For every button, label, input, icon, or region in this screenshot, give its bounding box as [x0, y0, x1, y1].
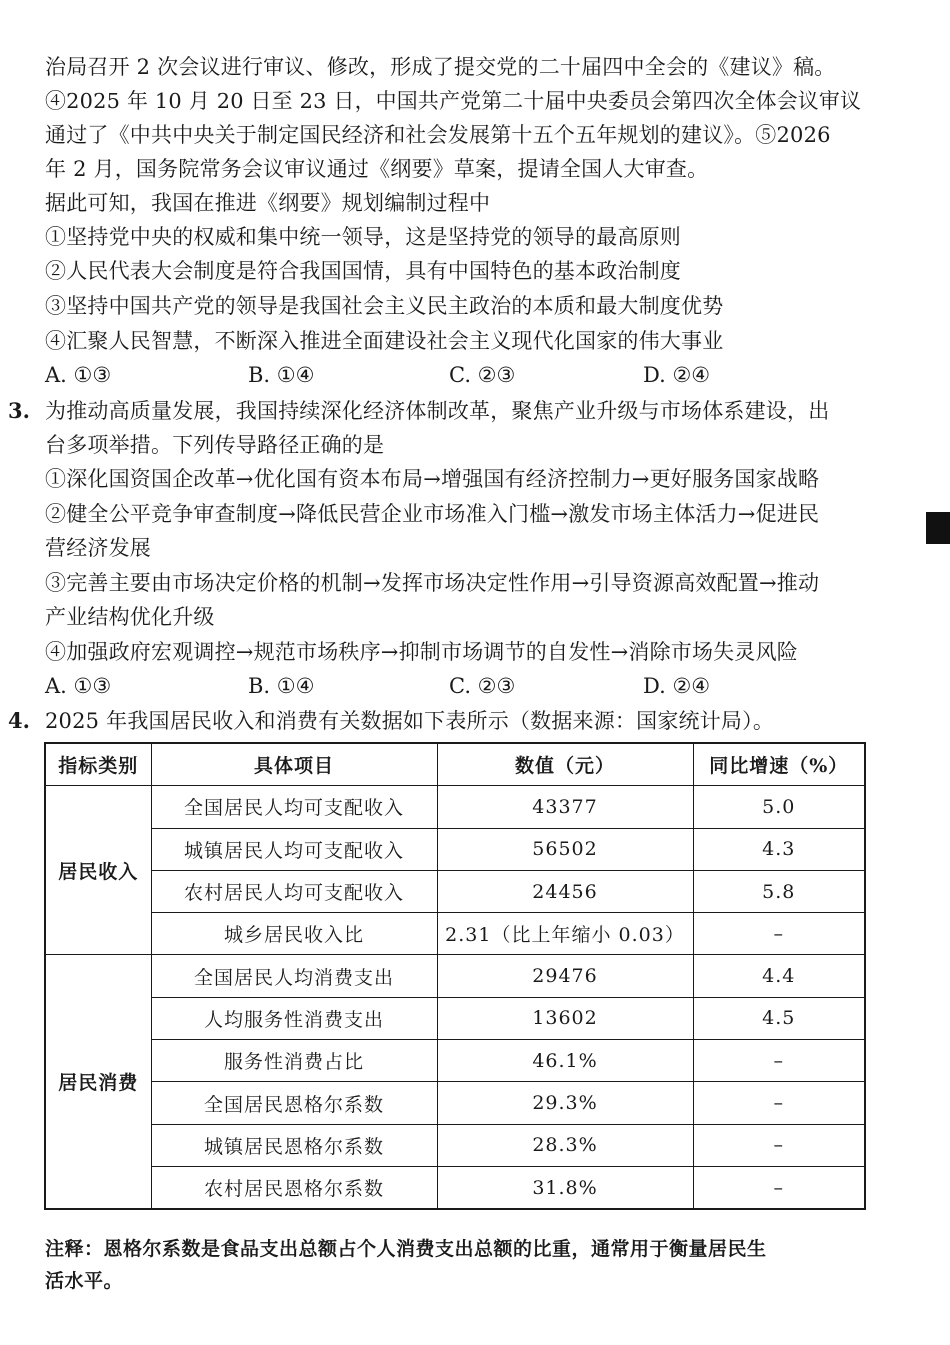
q4-number: 4.: [8, 708, 30, 733]
header-growth: 同比增速（%）: [693, 743, 865, 786]
group-income: 居民收入: [45, 786, 151, 955]
q2-text-line-2: ④2025 年 10 月 20 日至 23 日，中国共产党第二十届中央委员会第四次全体会议审议: [45, 89, 862, 113]
row-value: 56502: [437, 828, 693, 870]
q2-statement-1: ①坚持党中央的权威和集中统一领导，这是坚持党的领导的最高原则: [45, 225, 681, 249]
row-value: 28.3%: [437, 1124, 693, 1166]
row-growth: –: [693, 1124, 865, 1166]
row-item: 服务性消费占比: [151, 1040, 437, 1082]
q2-option-c[interactable]: C. ②③: [449, 363, 516, 387]
q3-option-b[interactable]: B. ①④: [248, 674, 315, 698]
q2-stem: 据此可知，我国在推进《纲要》规划编制过程中: [45, 191, 491, 215]
q3-option-a[interactable]: A. ①③: [45, 674, 112, 698]
q2-options: [45, 360, 865, 390]
row-item: 农村居民恩格尔系数: [151, 1166, 437, 1209]
row-item: 农村居民人均可支配收入: [151, 870, 437, 912]
q3-statement-2-cont: 营经济发展: [45, 536, 151, 560]
table-row: [45, 955, 865, 997]
q2-statement-4: ④汇聚人民智慧，不断深入推进全面建设社会主义现代化国家的伟大事业: [45, 329, 724, 353]
row-value: 29476: [437, 955, 693, 997]
row-item: 全国居民人均可支配收入: [151, 786, 437, 828]
table-header-row: [45, 743, 865, 786]
row-value: 46.1%: [437, 1040, 693, 1082]
table-row: [45, 997, 865, 1039]
row-growth: 4.3: [693, 828, 865, 870]
q3-stem-line-1: 为推动高质量发展，我国持续深化经济体制改革，聚焦产业升级与市场体系建设，出: [45, 399, 830, 423]
group-consumption: 居民消费: [45, 955, 151, 1209]
row-value: 31.8%: [437, 1166, 693, 1209]
table-note-line-2: 活水平。: [45, 1270, 124, 1292]
table-row: [45, 828, 865, 870]
q3-statement-4: ④加强政府宏观调控→规范市场秩序→抑制市场调节的自发性→消除市场失灵风险: [45, 640, 798, 664]
income-consumption-table: [44, 742, 866, 1210]
row-item: 全国居民人均消费支出: [151, 955, 437, 997]
row-item: 城镇居民恩格尔系数: [151, 1124, 437, 1166]
header-category: 指标类别: [45, 743, 151, 786]
q3-stem-line-2: 台多项举措。下列传导路径正确的是: [45, 433, 385, 457]
q2-text-line-4: 年 2 月，国务院常务会议审议通过《纲要》草案，提请全国人大审查。: [45, 157, 709, 181]
q2-option-b[interactable]: B. ①④: [248, 363, 315, 387]
table-row: [45, 1040, 865, 1082]
q3-statement-3: ③完善主要由市场决定价格的机制→发挥市场决定性作用→引导资源高效配置→推动: [45, 571, 820, 595]
q3-option-d[interactable]: D. ②④: [643, 674, 711, 698]
row-value: 24456: [437, 870, 693, 912]
row-growth: 4.4: [693, 955, 865, 997]
header-value: 数值（元）: [437, 743, 693, 786]
table-row: [45, 913, 865, 955]
q3-number: 3.: [8, 398, 30, 423]
row-growth: –: [693, 1166, 865, 1209]
row-growth: –: [693, 1082, 865, 1124]
q4-intro: 2025 年我国居民收入和消费有关数据如下表所示（数据来源：国家统计局）。: [45, 709, 775, 733]
table-row: [45, 1124, 865, 1166]
q3-statement-1: ①深化国资国企改革→优化国有资本布局→增强国有经济控制力→更好服务国家战略: [45, 467, 820, 491]
table-row: [45, 1166, 865, 1209]
row-item: 全国居民恩格尔系数: [151, 1082, 437, 1124]
row-growth: 4.5: [693, 997, 865, 1039]
row-growth: –: [693, 1040, 865, 1082]
q2-statement-2: ②人民代表大会制度是符合我国国情，具有中国特色的基本政治制度: [45, 259, 681, 283]
row-growth: –: [693, 913, 865, 955]
q2-text-line-1: 治局召开 2 次会议进行审议、修改，形成了提交党的二十届四中全会的《建议》稿。: [45, 55, 836, 79]
row-growth: 5.8: [693, 870, 865, 912]
row-item: 城乡居民收入比: [151, 913, 437, 955]
page-edge-marker: [926, 512, 950, 544]
row-growth: 5.0: [693, 786, 865, 828]
table-row: [45, 1082, 865, 1124]
q2-statement-3: ③坚持中国共产党的领导是我国社会主义民主政治的本质和最大制度优势: [45, 294, 724, 318]
q3-statement-3-cont: 产业结构优化升级: [45, 605, 215, 629]
q2-text-line-3: 通过了《中共中央关于制定国民经济和社会发展第十五个五年规划的建议》。⑤2026: [45, 123, 831, 147]
table-row: [45, 786, 865, 828]
row-value: 29.3%: [437, 1082, 693, 1124]
row-item: 人均服务性消费支出: [151, 997, 437, 1039]
table-row: [45, 870, 865, 912]
q3-statement-2: ②健全公平竞争审查制度→降低民营企业市场准入门槛→激发市场主体活力→促进民: [45, 502, 820, 526]
q2-option-a[interactable]: A. ①③: [45, 363, 112, 387]
row-value: 43377: [437, 786, 693, 828]
header-item: 具体项目: [151, 743, 437, 786]
table-note-line-1: 注释：恩格尔系数是食品支出总额占个人消费支出总额的比重，通常用于衡量居民生: [45, 1238, 767, 1260]
row-item: 城镇居民人均可支配收入: [151, 828, 437, 870]
q3-options: [45, 671, 865, 701]
row-value: 2.31（比上年缩小 0.03）: [437, 913, 693, 955]
q3-option-c[interactable]: C. ②③: [449, 674, 516, 698]
q2-option-d[interactable]: D. ②④: [643, 363, 711, 387]
row-value: 13602: [437, 997, 693, 1039]
